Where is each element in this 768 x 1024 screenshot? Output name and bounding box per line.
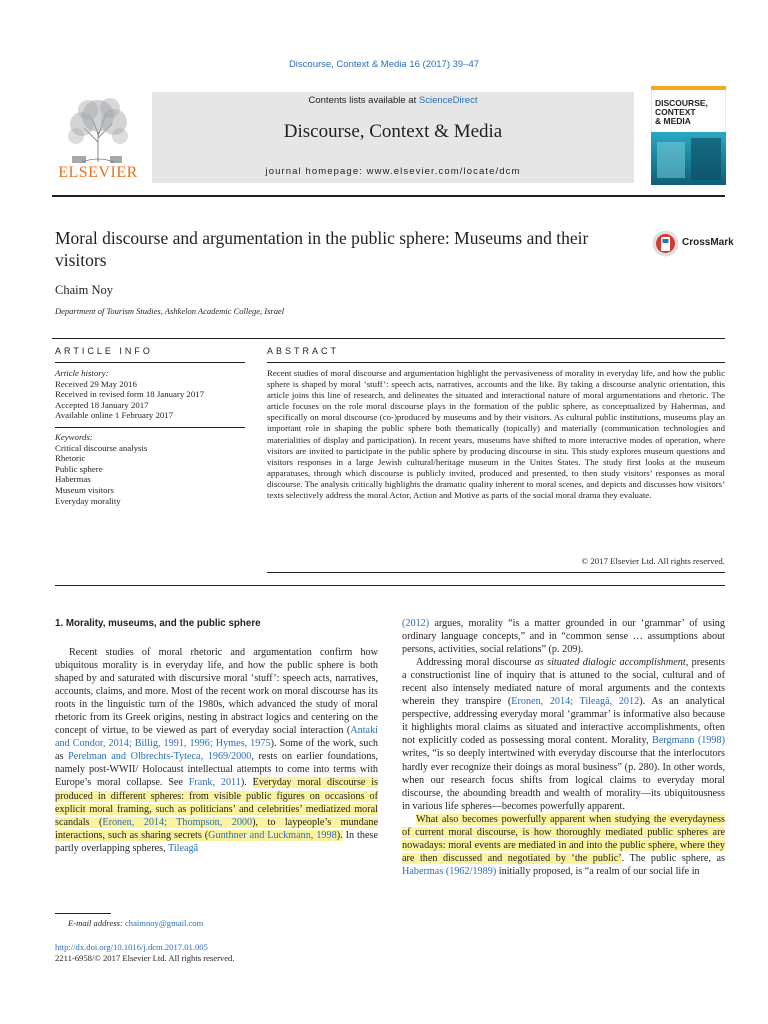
history-label: Article history:: [55, 368, 109, 378]
article-info-separator: [55, 427, 245, 428]
paragraph: [402, 813, 725, 878]
body-left-column: [55, 646, 378, 855]
journal-cover-image: [651, 86, 726, 185]
article-info-heading: ARTICLE INFO: [55, 346, 153, 356]
doi-link[interactable]: http://dx.doi.org/10.1016/j.dcm.2017.01.005: [55, 942, 208, 952]
body-text: . The public sphere, as: [621, 852, 725, 864]
citation-link[interactable]: Bergmann (1998): [652, 735, 725, 747]
body-right-column: [402, 617, 725, 878]
history-online: Available online 1 February 2017: [55, 410, 174, 421]
body-text: Addressing moral discourse: [416, 657, 535, 669]
email-link[interactable]: chaimnoy@gmail.com: [124, 918, 204, 928]
keyword-item: Public sphere: [55, 463, 103, 474]
body-text: writes, “is so deeply intertwined with everyday discourse that the interlocutors hardly ever recognize their doings as moral business” (p. 280). In other words, when our research focus shifts from logical claims to everyday moral discourse, the abounding breadth and wealth of morality—its ubiquitousness in various life spheres—becomes powerfully apparent.: [402, 748, 725, 812]
journal-title: Discourse, Context & Media: [283, 121, 503, 142]
citation-link[interactable]: Eronen, 2014; Thompson, 2000: [102, 816, 253, 828]
citation-link[interactable]: Frank, 2011: [188, 777, 241, 789]
highlighted-text: ).: [336, 829, 343, 841]
abstract-rule: [267, 362, 725, 363]
cover-title-line-1: DISCOURSE,: [655, 98, 708, 108]
journal-homepage[interactable]: journal homepage: www.elsevier.com/locate/dcm: [265, 166, 521, 177]
header-rule: [52, 195, 725, 197]
body-text: ). As an analytical perspective, addressing everyday moral ‘grammar’ is informative also because it highlights moral claims as situated and interactive accomplishments, often not explicitly coded as possessing moral content. Morality,: [402, 696, 725, 747]
contents-line: [152, 95, 634, 106]
history-received: Received 29 May 2016: [55, 378, 137, 389]
citation-link[interactable]: Perelman and Olbrechts-Tyteca, 1969/2000: [68, 751, 252, 763]
citation-link[interactable]: Gunthner and Luckmann, 1998: [208, 829, 337, 841]
email-label: E-mail address:: [68, 918, 125, 928]
contents-prefix: Contents lists available at: [308, 95, 419, 106]
paragraph: [402, 617, 725, 656]
keywords-label: Keywords:: [55, 431, 93, 442]
body-text: In these partly overlapping spheres,: [55, 829, 378, 854]
emphasis-text: as situated dialogic accomplishment: [534, 657, 686, 669]
front-matter-rule: [55, 585, 725, 586]
cover-title-line-3: & MEDIA: [655, 116, 691, 126]
keyword-item: Rhetoric: [55, 453, 86, 464]
keyword-item: Everyday morality: [55, 495, 121, 506]
section-heading: 1. Morality, museums, and the public sphere: [55, 618, 261, 629]
body-text: Recent studies of moral rhetoric and argumentation confirm how ubiquitous morality is in everyday life, and how the public sphere is both shaped by and saturated with discursive moral ‘stuff’: speech acts, narratives, accounts, claims, and more. Most of the recent work on moral discourse has its roots in the linguistic turn of the 1980s, which advanced the study of moral rhetoric from its Greek origins, nesting in abstract logics and centering on the concept of virtue, to be viewed as part of everyday social interaction (: [55, 647, 378, 737]
body-text: ). Some of the work, such as: [55, 738, 378, 763]
article-info-panel: [55, 368, 245, 506]
footnote-email: [68, 918, 203, 928]
article-title: Moral discourse and argumentation in the public sphere: Museums and their visitors: [55, 228, 589, 270]
journal-reference-link[interactable]: Discourse, Context & Media 16 (2017) 39–47: [288, 59, 480, 70]
citation-link[interactable]: (2012): [402, 618, 430, 629]
abstract-text: Recent studies of moral discourse and argumentation highlight the pervasiveness of morality in everyday life, and how the public sphere is shaped by moral ‘stuff’: speech acts, narratives, accounts and the like. By taking a discourse analytic orientation, this article joins this line of research, and delineates the situated and interactional nature of moral argumentations and rhetoric. The article focuses on the role moral discourse plays in the formation of the public sphere, as conceptualized by Habermas, and specifically on moral discourse (co-)produced by museums and by their visitors. As cultural public institutions, museums play an important role in shaping the public sphere both thematically (topically) and materially (communication technologies and materialities of display and participation). In recent years, museums have shifted to more interactive modes of operation, where visitors are invited to participate in the public sphere by producing discourse in situ. This study explores museum questions and visitors responses in a large Jewish cultural/heritage museum in the Unites States. The study first looks at the museum apparatuses, through which discourse is publicly invited, produced and presented, to then study visitors’ responses as moral discourse. The analysis critically highlights the dramatic quality inherent to moral scenes, and depicts and discusses how visitors’ texts selectively address the moral Actor, Action and Motive as parts of the social moral drama they evaluate.: [267, 368, 725, 501]
highlighted-text: Everyday moral discourse is produced in different spheres: from visible public figures on occasions of explicit moral framing, such as politicians’ and celebrities’ mediatized moral scandals (: [55, 777, 379, 828]
citation-link[interactable]: Habermas (1962/1989): [402, 865, 497, 877]
crossmark-label[interactable]: CrossMark: [682, 237, 734, 248]
history-revised: Received in revised form 18 January 2017: [55, 389, 205, 400]
history-accepted: Accepted 18 January 2017: [55, 399, 149, 410]
issn-copyright: 2211-6958/© 2017 Elsevier Ltd. All rights reserved.: [55, 953, 235, 963]
body-text: , rests on earlier foundations, namely post-WWII/ Holocaust intellectual attempts to come into terms with Europe’s moral collapse. See: [55, 751, 378, 789]
citation-link[interactable]: Antaki and Condor, 2014; Billig, 1991, 1996; Hymes, 1975: [55, 725, 378, 750]
body-text: ).: [240, 777, 253, 789]
body-text: argues, morality “is a matter grounded in our ‘grammar’ of using ordinary language concepts,” and in “common sense … assumptions about persons, activities, social relations” (p. 209).: [402, 618, 725, 656]
author-affiliation: Department of Tourism Studies, Ashkelon Academic College, Israel: [55, 306, 285, 316]
body-text: , presents a constructionist line of inquiry that is attuned to the social, cultural and of recent also intensely mediated nature of moral arguments and the contexts wherein they transpire (: [402, 657, 725, 708]
citation-link[interactable]: Eronen, 2014; Tileagă, 2012: [511, 696, 640, 708]
sciencedirect-link[interactable]: ScienceDirect: [418, 95, 478, 106]
crossmark-icon[interactable]: [652, 230, 679, 257]
citation-link[interactable]: Tileagă: [167, 842, 199, 854]
abstract-copyright: © 2017 Elsevier Ltd. All rights reserved.: [581, 556, 725, 566]
title-rule: [52, 338, 725, 339]
keyword-item: Habermas: [55, 474, 91, 485]
doi-block: [55, 942, 235, 964]
footnote-rule: [55, 913, 111, 914]
cover-title-line-2: CONTEXT: [655, 107, 696, 117]
paragraph: [402, 656, 725, 813]
keyword-item: Critical discourse analysis: [55, 442, 148, 453]
author-name: Chaim Noy: [55, 283, 113, 297]
highlighted-text: ), to laypeople’s mundane interactions, such as sharing secrets (: [55, 816, 379, 841]
elsevier-wordmark: ELSEVIER: [58, 164, 138, 181]
abstract-bottom-rule: [267, 572, 725, 573]
body-text: initially proposed, is “a realm of our social life in: [496, 865, 700, 877]
highlighted-text: What also becomes powerfully apparent when studying the everydayness of current moral discourse, is how thoroughly mediated public spheres are nowadays: moral events are mediated in and into the public sphere, where they are then discussed and negotiated by ‘the public’: [402, 813, 725, 864]
article-info-rule: [55, 362, 245, 363]
keyword-item: Museum visitors: [55, 484, 114, 495]
abstract-heading: ABSTRACT: [267, 346, 340, 356]
